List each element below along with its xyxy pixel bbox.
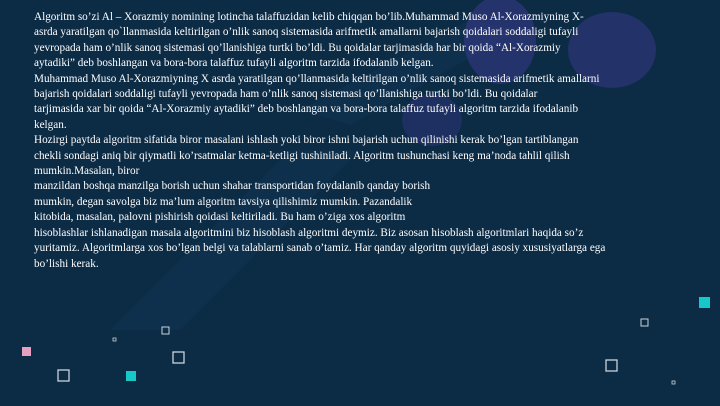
text-line: Hozirgi paytda algoritm sifatida biror masalani ishlash yoki biror ishni bajarish uchun qilinishi kerak bo’lgan tartiblangan [34,134,579,147]
text-line: bajarish qoidalari soddaligi tufayli yevropada ham o’nlik sanoq sistemasi qo’llanishiga turtki bo’ldi. Bu qoidalar [34,88,538,101]
slide-text [34,10,700,272]
text-line: yevropada ham o’nlik sanoq sistemasi qo’llanishiga turtki bo’ldi. Bu qoidalar tarjimasida har bir qoida “Al-Xorazmiy [34,41,561,54]
text-line: manzildan boshqa manzilga borish uchun shahar transportidan foydalanib qanday borish [34,180,431,193]
square-decoration [22,347,31,356]
square-decoration [699,297,710,308]
square-decoration [126,371,136,381]
text-line: hisoblashlar ishlanadigan masala algoritmini biz hisoblash algoritmi deymiz. Biz asosan hisoblash algoritmlari haqida so’z [34,226,584,239]
text-line: asrda yaratilgan qo`llanmasida keltirilgan o’nlik sanoq sistemasida arifmetik amallarni bajarish qoidalari soddaligi tufayli [34,26,579,39]
text-line: kelgan. [34,118,67,131]
text-line: bo’lishi kerak. [34,257,99,270]
text-line: kitobida, masalan, palovni pishirish qoidasi keltiriladi. Bu ham o’ziga xos algoritm [34,211,406,224]
text-line: mumkin, degan savolga biz ma’lum algoritm tavsiya qilishimiz mumkin. Pazandalik [34,195,413,208]
text-line: aytadiki” deb boshlangan va bora-bora talaffuz tufayli algoritm tarzida ifodalanib kelgan. [34,57,434,70]
text-line: Muhammad Muso Al-Xorazmiyning X asrda yaratilgan qo’llanmasida keltirilgan o’nlik sanoq sistemasida arifmetik amallarni [34,72,600,85]
text-line: chekli sondagi aniq bir qiymatli ko’rsatmalar ketma-ketligi tushiniladi. Algoritm tushunchasi keng ma’noda tahlil qilish [34,149,570,162]
text-line: mumkin.Masalan, biror [34,165,140,178]
text-line: Algoritm so’zi Al – Xorazmiy nomining lotincha talaffuzidan kelib chiqqan bo’lib.Muhammad Muso Al-Xorazmiyning X- [34,11,584,23]
text-line: yuritamiz. Algoritmlarga xos bo’lgan belgi va talablarni sanab o’tamiz. Har qanday algoritm quyidagi asosiy xususiyatlarga ega [34,242,606,255]
text-line: tarjimasida xar bir qoida “Al-Xorazmiy aytadiki” deb boshlangan va bora-bora talaffuz tufayli algoritm tarzida ifodalanib [34,103,579,116]
